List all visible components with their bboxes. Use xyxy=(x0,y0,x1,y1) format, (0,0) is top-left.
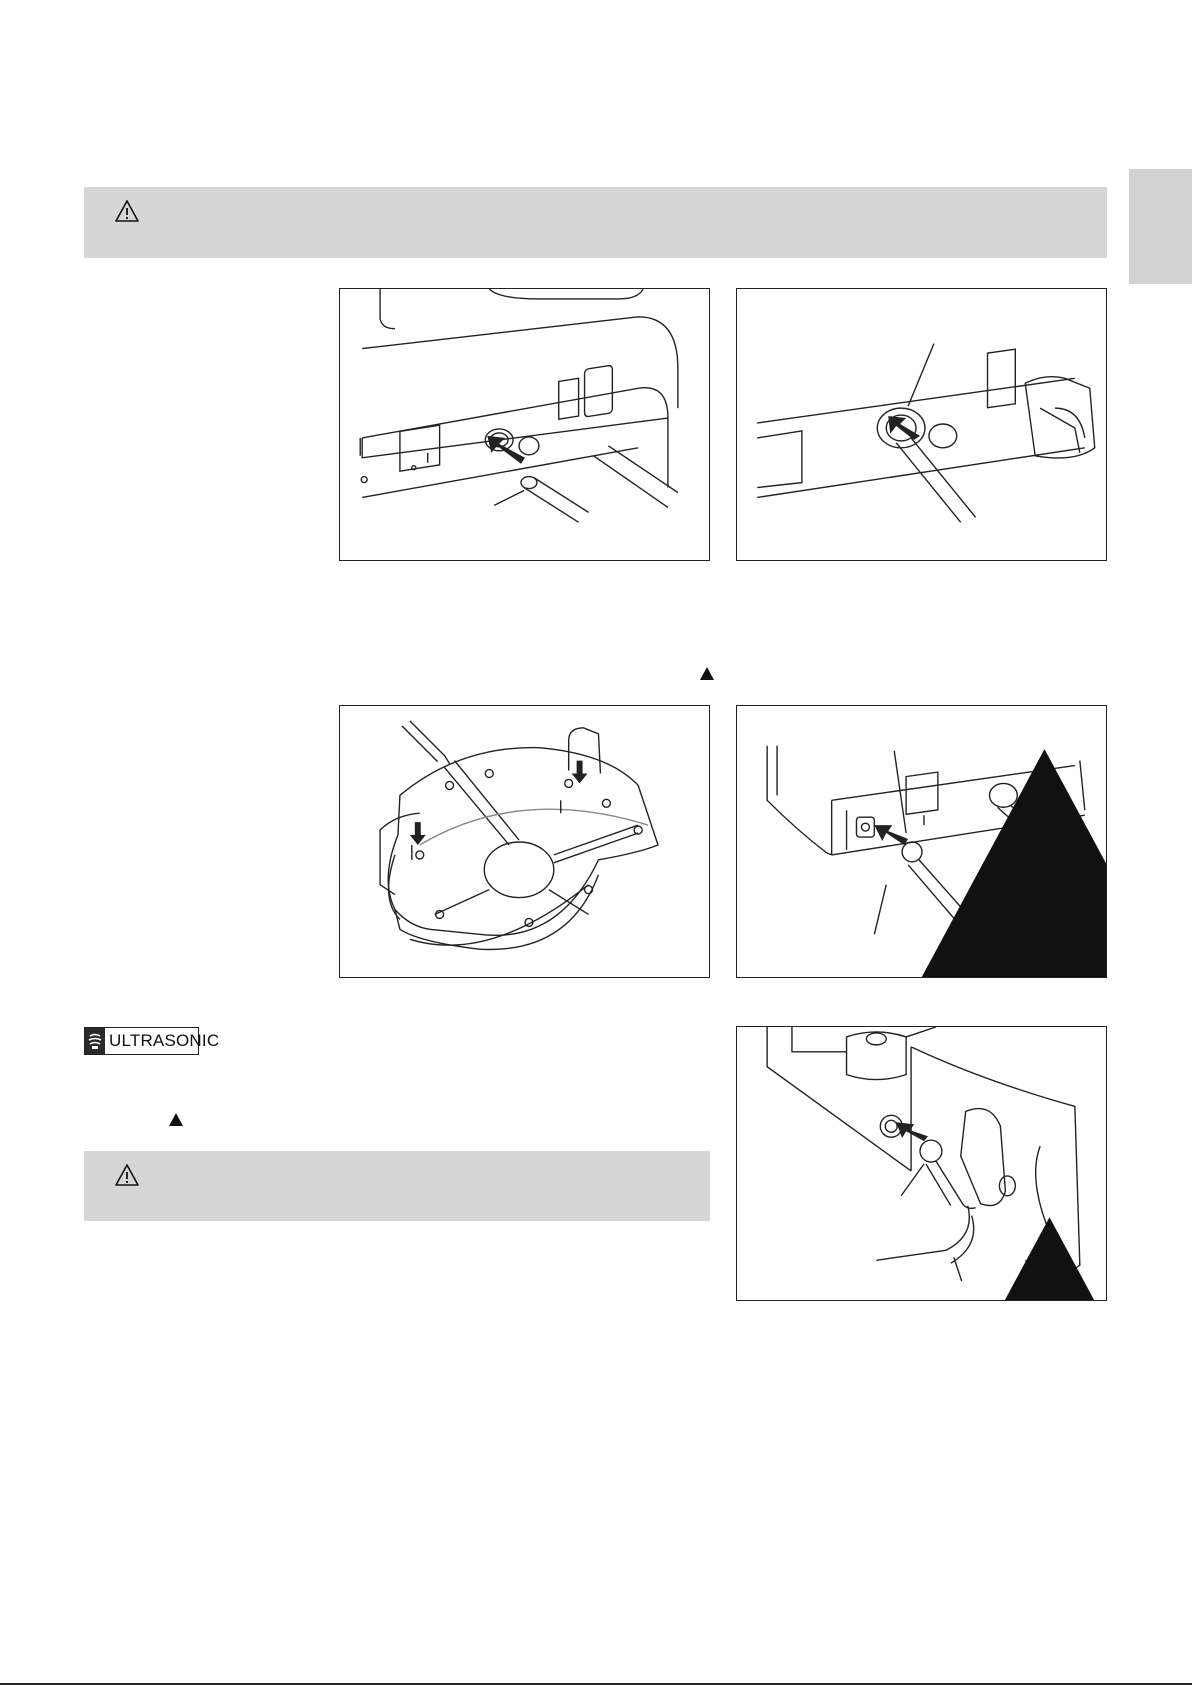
figure-rear-panel-connect xyxy=(339,288,710,561)
warning-band-top xyxy=(84,187,1107,258)
figure-connector-detail xyxy=(736,288,1107,561)
marker-triangle-icon xyxy=(860,731,1107,978)
ultrasonic-label: ULTRASONIC xyxy=(109,1031,220,1050)
figure-side-socket xyxy=(736,705,1107,978)
marker-triangle-icon xyxy=(865,1199,1107,1301)
marker-triangle-icon xyxy=(168,1112,184,1127)
chapter-tab-marker xyxy=(1129,169,1192,284)
warning-band-bottom xyxy=(84,1151,710,1221)
warning-triangle-icon xyxy=(114,199,140,223)
ultrasonic-waves-icon xyxy=(85,1028,105,1054)
figure-foot-control xyxy=(339,705,710,978)
connector-detail-icon xyxy=(737,289,1106,560)
marker-triangle-icon xyxy=(699,666,715,681)
figure-ultrasonic-socket xyxy=(736,1026,1107,1301)
warning-triangle-icon xyxy=(114,1163,140,1187)
foot-control-icon xyxy=(340,706,709,977)
rear-connector-arrow-icon xyxy=(340,289,709,560)
ultrasonic-badge xyxy=(84,1027,220,1055)
